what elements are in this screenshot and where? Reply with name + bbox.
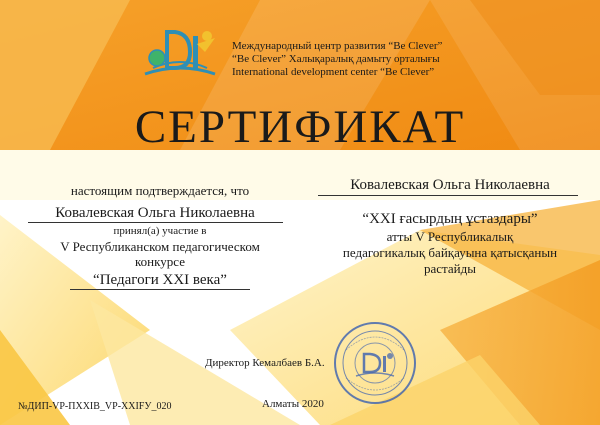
contest-name-kz: “XXI ғасырдың ұстаздары” <box>362 211 538 227</box>
be-clever-logo <box>135 22 225 82</box>
official-stamp <box>332 320 418 406</box>
org-name-kz: “Be Clever” Халықаралық дамыту орталығы <box>232 53 440 65</box>
org-name-en: International development center “Be Clever” <box>232 66 435 78</box>
name-underline-left <box>28 222 283 223</box>
recipient-name-ru: Ковалевская Ольга Николаевна <box>55 205 255 221</box>
contest-name-ru: “Педагоги XXI века” <box>93 272 227 288</box>
director-signature: Директор Кемалбаев Б.А. <box>205 357 325 369</box>
recipient-name-kz: Ковалевская Ольга Николаевна <box>350 177 550 193</box>
certificate-number: №ДИП-VP-ПХХІВ_VP-XXIFУ_020 <box>18 401 172 412</box>
participation-text: принял(а) участие в <box>113 225 207 237</box>
city-year: Алматы 2020 <box>262 398 324 410</box>
contest-line-kz-1: атты V Республикалық <box>386 229 514 244</box>
org-name-ru: Международный центр развития “Be Clever” <box>232 40 443 52</box>
contest-line-1: V Республиканском педагогическом <box>60 239 260 254</box>
name-underline-right <box>318 195 578 196</box>
intro-text: настоящим подтверждается, что <box>70 183 250 198</box>
certificate-title: СЕРТИФИКАТ <box>134 101 466 153</box>
contest-line-kz-3: растайды <box>424 261 476 276</box>
contest-line-kz-2: педагогикалық байқауына қатысқанын <box>342 245 558 260</box>
contest-underline-left <box>70 289 250 290</box>
contest-line-2: конкурсе <box>135 254 185 269</box>
